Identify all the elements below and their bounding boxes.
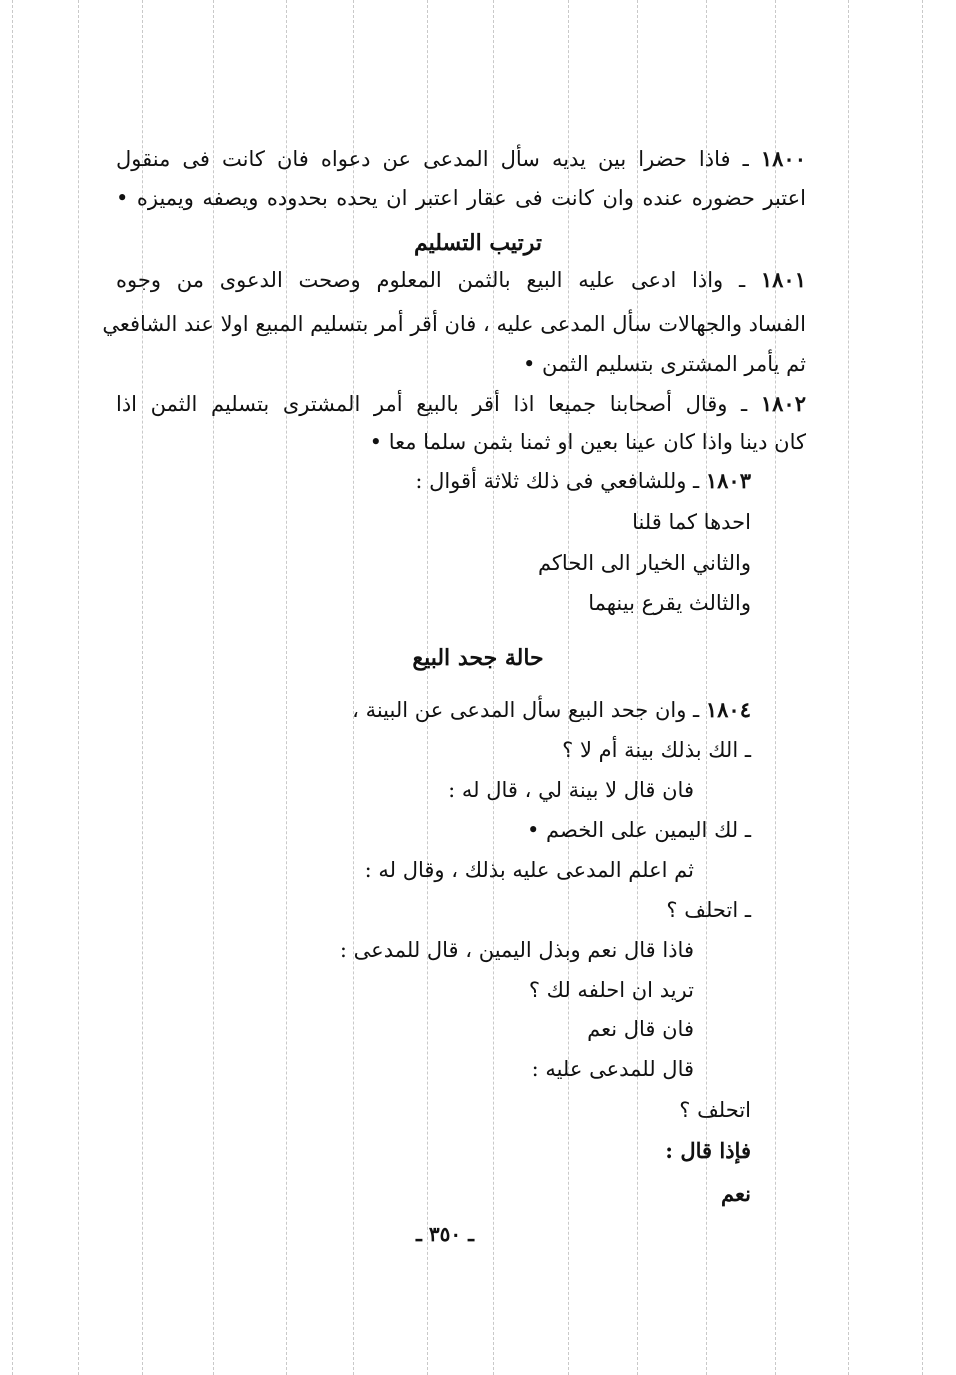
- dialogue-line: فإذا قال :: [665, 1138, 751, 1163]
- paragraph-text: ـ فاذا حضرا بين يديه سأل المدعى عن دعواه فان كانت فى منقول: [116, 147, 749, 171]
- paragraph-1800-line-1: [116, 145, 806, 173]
- paragraph-1803-line-4: والثالث يقرع بينهما: [588, 591, 751, 615]
- paragraph-1803-line-2: احدها كما قلنا: [632, 510, 751, 534]
- paragraph-text: ـ وللشافعي فى ذلك ثلاثة أقوال :: [415, 469, 700, 493]
- dialogue-line: فان قال نعم: [587, 1017, 694, 1041]
- dialogue-line: فان قال لا بينة لي ، قال له :: [448, 778, 694, 802]
- paragraph-number: ١٨٠٠: [760, 146, 806, 171]
- dialogue-line: ـ اتحلف ؟: [666, 898, 751, 922]
- paragraph-1802-line-1: [116, 390, 806, 418]
- dialogue-line: ـ لك اليمين على الخصم •: [526, 818, 751, 842]
- dialogue-line: تريد ان احلفه لك ؟: [528, 978, 694, 1002]
- paragraph-1800-line-2: اعتبر حضوره عنده وان كانت فى عقار اعتبر ان يحده بحدوده ويصفه ويميزه •: [116, 186, 806, 210]
- paragraph-text: ـ واذا ادعى عليه البيع بالثمن المعلوم وصحت الدعوى من وجوه: [116, 268, 746, 292]
- paragraph-number: ١٨٠٣: [705, 468, 751, 493]
- paragraph-1801-line-1: [116, 266, 806, 294]
- dialogue-line: ـ الك بذلك بينة أم لا ؟: [562, 738, 751, 762]
- paragraph-1804-line-1: [352, 696, 751, 724]
- paragraph-number: ١٨٠٤: [705, 697, 751, 722]
- paragraph-1803-line-3: والثاني الخيار الى الحاكم: [537, 551, 751, 575]
- paragraph-1801-line-3: ثم يأمر المشترى بتسليم الثمن •: [522, 352, 806, 376]
- dialogue-line: نعم: [721, 1181, 751, 1206]
- paragraph-1802-line-2: كان دينا واذا كان عينا بعين او ثمنا بثمن سلما معا •: [369, 430, 806, 454]
- paragraph-text: ـ وان جحد البيع سأل المدعى عن البينة ،: [352, 698, 700, 722]
- dialogue-line: ثم اعلم المدعى عليه بذلك ، وقال له :: [364, 858, 694, 882]
- paragraph-number: ١٨٠٢: [760, 391, 806, 416]
- paragraph-number: ١٨٠١: [760, 267, 806, 292]
- dialogue-line: فاذا قال نعم وبذل اليمين ، قال للمدعى :: [339, 938, 694, 962]
- page-number: ـ ٣٥٠ ـ: [416, 1222, 474, 1246]
- dialogue-line: قال للمدعى عليه :: [531, 1057, 694, 1081]
- paragraph-1803-line-1: [415, 467, 751, 495]
- section-heading: حالة جحد البيع: [412, 645, 544, 671]
- dialogue-line: اتحلف ؟: [679, 1098, 751, 1122]
- section-heading: ترتيب التسليم: [414, 230, 542, 256]
- paragraph-text: ـ وقال أصحابنا جميعا اذا أقر بالبيع أمر المشترى بتسليم الثمن اذا: [116, 392, 748, 416]
- paragraph-1801-line-2: الفساد والجهالات سأل المدعى عليه ، فان أقر أمر بتسليم المبيع اولا عند الشافعي: [102, 312, 806, 336]
